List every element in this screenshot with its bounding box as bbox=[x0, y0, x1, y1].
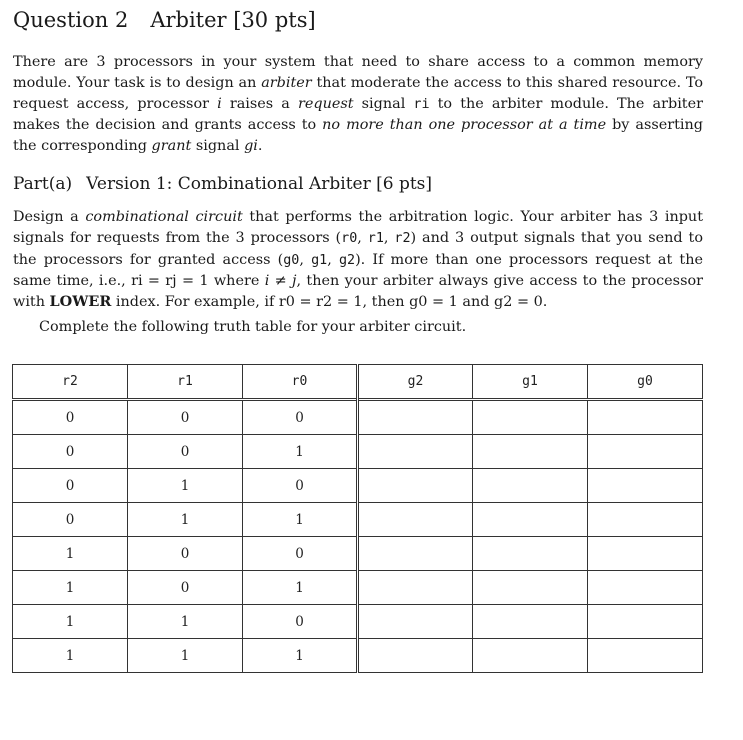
question-label: Question 2 bbox=[13, 8, 129, 32]
cell-r1: 0 bbox=[128, 537, 243, 571]
cell-r0: 0 bbox=[243, 537, 358, 571]
cell-r1: 1 bbox=[128, 469, 243, 503]
design-text: , bbox=[299, 251, 312, 268]
answer-cell-g2[interactable] bbox=[358, 400, 473, 435]
table-row bbox=[13, 571, 703, 605]
cell-r2: 1 bbox=[13, 605, 128, 639]
header-g0: g0 bbox=[588, 365, 703, 400]
intro-text: signal bbox=[191, 138, 245, 155]
signal-r2: r2 bbox=[394, 230, 411, 246]
header-r2: r2 bbox=[13, 365, 128, 400]
cell-r0: 0 bbox=[243, 469, 358, 503]
header-r0: r0 bbox=[243, 365, 358, 400]
answer-cell-g0[interactable] bbox=[588, 400, 703, 435]
answer-cell-g1[interactable] bbox=[473, 537, 588, 571]
cell-r1: 0 bbox=[128, 400, 243, 435]
answer-cell-g0[interactable] bbox=[588, 469, 703, 503]
intro-text: raises a bbox=[221, 95, 298, 112]
cell-r0: 0 bbox=[243, 605, 358, 639]
table-header-row bbox=[13, 365, 703, 400]
answer-cell-g2[interactable] bbox=[358, 503, 473, 537]
instruction-text: Complete the following truth table for your arbiter circuit. bbox=[39, 319, 467, 335]
truth-table bbox=[12, 364, 703, 673]
signal-g0: g0 bbox=[283, 252, 300, 268]
signal-g2: g2 bbox=[338, 252, 356, 268]
cell-r1: 1 bbox=[128, 503, 243, 537]
answer-cell-g1[interactable] bbox=[473, 469, 588, 503]
design-text: that performs the arbitration logic. Your arbiter has 3 input signals for requests from the 3 processors ( bbox=[13, 209, 703, 246]
design-text: and bbox=[457, 294, 495, 311]
comb-circuit-term: combinational circuit bbox=[85, 209, 243, 225]
design-text: ) and 3 output signals that you send to the processors for granted access ( bbox=[13, 229, 703, 268]
inequality-expr: i ≠ j bbox=[264, 273, 297, 290]
intro-text: There are 3 processors in your system that need to share access to a common memory module. Your task is to design an bbox=[13, 54, 703, 91]
cell-r1: 0 bbox=[128, 571, 243, 605]
cell-r2: 0 bbox=[13, 469, 128, 503]
table-row bbox=[13, 503, 703, 537]
intro-text: . bbox=[257, 138, 263, 155]
signal-gi: gi bbox=[244, 138, 258, 155]
table-row bbox=[13, 605, 703, 639]
example-expr: g0 = 1 bbox=[409, 294, 458, 311]
answer-cell-g1[interactable] bbox=[473, 605, 588, 639]
cell-r2: 1 bbox=[13, 537, 128, 571]
answer-cell-g2[interactable] bbox=[358, 537, 473, 571]
arbiter-term: arbiter bbox=[261, 74, 312, 91]
request-term: request bbox=[297, 95, 354, 112]
cell-r2: 0 bbox=[13, 435, 128, 469]
part-title: Version 1: Combinational Arbiter [6 pts] bbox=[86, 174, 433, 194]
answer-cell-g1[interactable] bbox=[473, 503, 588, 537]
table-row bbox=[13, 469, 703, 503]
header-g1: g1 bbox=[473, 365, 588, 400]
constraint-phrase: no more than one processor at a time bbox=[322, 117, 607, 134]
answer-cell-g0[interactable] bbox=[588, 537, 703, 571]
intro-text: by asserting the corresponding bbox=[13, 117, 704, 155]
answer-cell-g1[interactable] bbox=[473, 435, 588, 469]
answer-cell-g2[interactable] bbox=[358, 469, 473, 503]
design-paragraph bbox=[13, 207, 703, 313]
cell-r1: 0 bbox=[128, 435, 243, 469]
answer-cell-g1[interactable] bbox=[473, 571, 588, 605]
intro-text: signal bbox=[353, 95, 414, 112]
signal-r0: r0 bbox=[341, 230, 358, 246]
header-r1: r1 bbox=[128, 365, 243, 400]
cell-r2: 1 bbox=[13, 571, 128, 605]
signal-ri: ri bbox=[413, 96, 430, 112]
cell-r2: 0 bbox=[13, 503, 128, 537]
intro-text: that moderate the access to this shared resource. To request access, processor bbox=[13, 74, 703, 112]
answer-cell-g2[interactable] bbox=[358, 605, 473, 639]
table-row bbox=[13, 400, 703, 435]
answer-cell-g0[interactable] bbox=[588, 503, 703, 537]
answer-cell-g0[interactable] bbox=[588, 435, 703, 469]
condition-expr: ri = rj = 1 bbox=[131, 273, 209, 290]
answer-cell-g1[interactable] bbox=[473, 400, 588, 435]
cell-r0: 1 bbox=[243, 639, 358, 673]
part-label: Part(a) bbox=[13, 174, 73, 194]
answer-cell-g2[interactable] bbox=[358, 639, 473, 673]
design-text: Design a bbox=[13, 209, 86, 225]
question-heading bbox=[13, 8, 316, 32]
cell-r1: 1 bbox=[128, 605, 243, 639]
intro-paragraph bbox=[13, 52, 703, 157]
index-var: i bbox=[217, 95, 222, 112]
signal-r1: r1 bbox=[367, 230, 384, 246]
answer-cell-g2[interactable] bbox=[358, 435, 473, 469]
cell-r2: 0 bbox=[13, 400, 128, 435]
cell-r0: 1 bbox=[243, 503, 358, 537]
example-expr: g2 = 0 bbox=[494, 294, 543, 311]
header-g2: g2 bbox=[358, 365, 473, 400]
lower-emphasis: LOWER bbox=[49, 293, 112, 311]
example-expr: r0 = r2 = 1 bbox=[278, 294, 363, 311]
table-row bbox=[13, 639, 703, 673]
design-text: ). If more than one processors request at the same time, i.e., bbox=[13, 251, 703, 290]
part-heading bbox=[13, 174, 432, 194]
table-row bbox=[13, 537, 703, 571]
design-text: index. For example, if bbox=[111, 294, 279, 311]
signal-g1: g1 bbox=[311, 252, 328, 268]
answer-cell-g0[interactable] bbox=[588, 605, 703, 639]
design-text: , then your arbiter always give access to the processor with bbox=[13, 273, 703, 311]
design-text: , bbox=[357, 229, 368, 246]
answer-cell-g0[interactable] bbox=[588, 571, 703, 605]
design-text: . bbox=[542, 294, 548, 311]
cell-r2: 1 bbox=[13, 639, 128, 673]
design-text: , bbox=[383, 229, 395, 246]
cell-r0: 1 bbox=[243, 571, 358, 605]
design-text: where bbox=[208, 273, 265, 290]
answer-cell-g2[interactable] bbox=[358, 571, 473, 605]
answer-cell-g0[interactable] bbox=[588, 639, 703, 673]
design-text: , then bbox=[362, 294, 410, 311]
cell-r0: 1 bbox=[243, 435, 358, 469]
cell-r1: 1 bbox=[128, 639, 243, 673]
grant-term: grant bbox=[151, 138, 192, 155]
intro-text: to the arbiter module. The arbiter makes the decision and grants access to bbox=[13, 95, 703, 134]
answer-cell-g1[interactable] bbox=[473, 639, 588, 673]
cell-r0: 0 bbox=[243, 400, 358, 435]
question-title: Arbiter [30 pts] bbox=[150, 8, 316, 32]
design-text: , bbox=[327, 251, 339, 268]
table-row bbox=[13, 435, 703, 469]
